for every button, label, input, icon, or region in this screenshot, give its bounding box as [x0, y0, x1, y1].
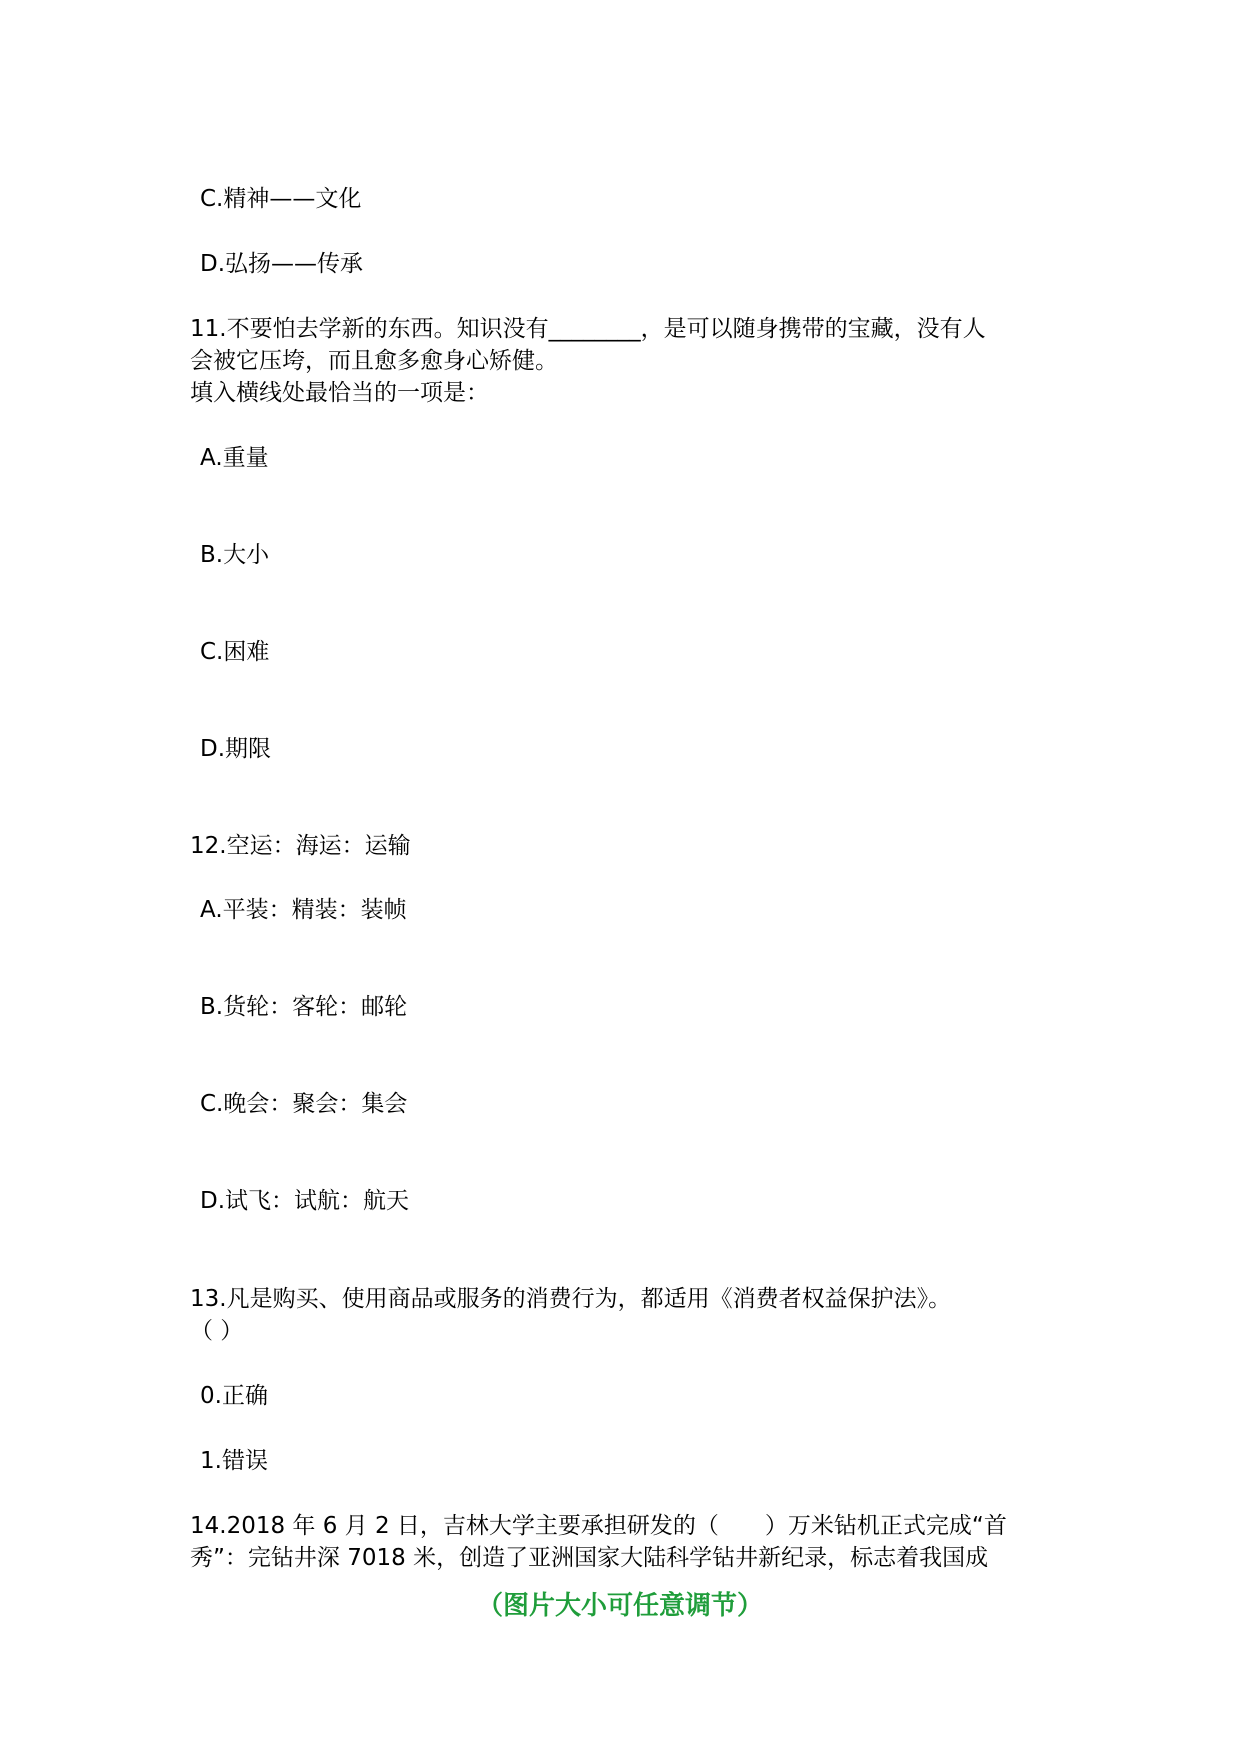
q13-stem-line-1: 13.凡是购买、使用商品或服务的消费行为，都适用《消费者权益保护法》。 — [190, 1286, 952, 1312]
q14-stem-line-2: 秀”：完钻井深 7018 米，创造了亚洲国家大陆科学钻井新纪录，标志着我国成 — [190, 1545, 989, 1571]
q13-option-1: 1.错误 — [200, 1448, 268, 1474]
resize-note: （图片大小可任意调节） — [476, 1591, 763, 1621]
q12-option-a: A.平装：精装：装帧 — [200, 897, 407, 923]
q13-stem-line-2: （ ） — [190, 1318, 244, 1344]
prev-option-d: D.弘扬——传承 — [200, 251, 364, 277]
q11-stem-line-1: 11.不要怕去学新的东西。知识没有________，是可以随身携带的宝藏，没有人 — [190, 316, 986, 342]
q11-stem-line-3: 填入横线处最恰当的一项是： — [190, 380, 489, 406]
q11-option-a: A.重量 — [200, 445, 269, 471]
q11-option-b: B.大小 — [200, 542, 270, 568]
q12-option-d: D.试飞：试航：航天 — [200, 1188, 410, 1214]
q12-option-c: C.晚会：聚会：集会 — [200, 1091, 408, 1117]
q14-stem-line-1: 14.2018 年 6 月 2 日，吉林大学主要承担研发的（ ）万米钻机正式完成“首 — [190, 1513, 1007, 1539]
q11-option-d: D.期限 — [200, 736, 272, 762]
q11-option-c: C.困难 — [200, 639, 270, 665]
prev-option-c: C.精神——文化 — [200, 186, 362, 212]
q12-stem-line-1: 12.空运：海运：运输 — [190, 833, 411, 859]
q12-option-b: B.货轮：客轮：邮轮 — [200, 994, 408, 1020]
q13-option-0: 0.正确 — [200, 1383, 268, 1409]
q11-stem-line-2: 会被它压垮，而且愈多愈身心矫健。 — [190, 348, 558, 374]
